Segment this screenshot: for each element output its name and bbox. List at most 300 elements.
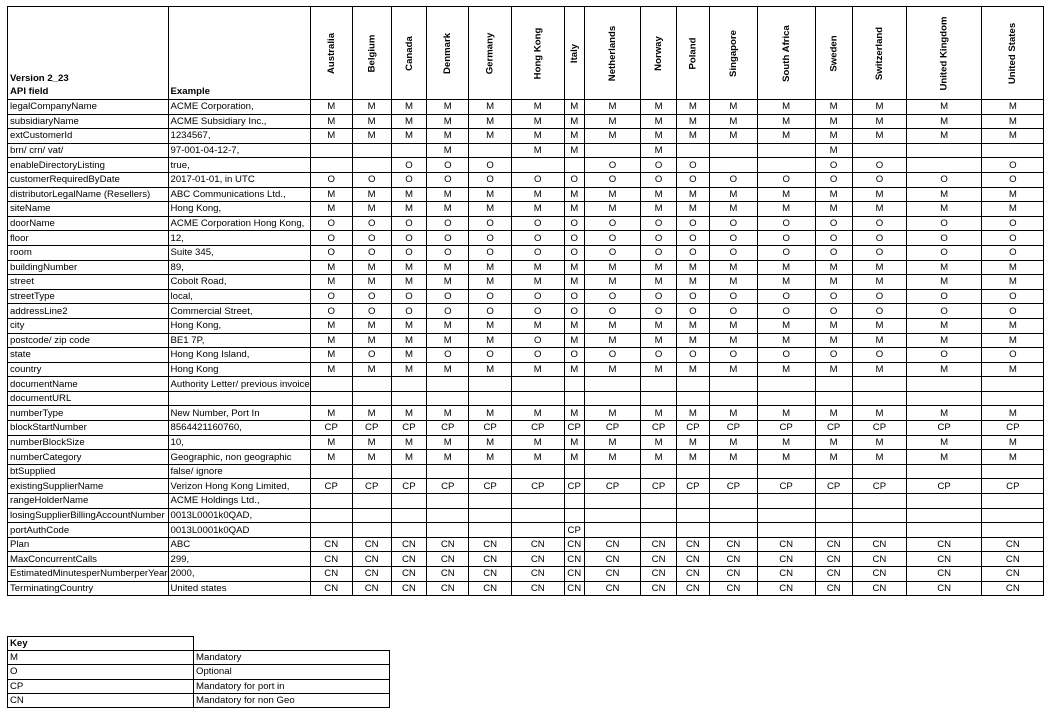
country-header: Netherlands: [607, 25, 619, 81]
requirement-cell: [564, 377, 584, 392]
requirement-cell: [427, 464, 469, 479]
requirement-cell: CN: [352, 537, 391, 552]
requirement-cell: [982, 508, 1044, 523]
requirement-cell: [584, 494, 640, 509]
requirement-cell: [907, 391, 982, 406]
requirement-cell: O: [564, 231, 584, 246]
requirement-cell: M: [352, 450, 391, 465]
api-field-cell: rangeHolderName: [8, 494, 169, 509]
requirement-cell: [564, 158, 584, 173]
requirement-cell: M: [757, 362, 815, 377]
api-field-cell: losingSupplierBillingAccountNumber: [8, 508, 169, 523]
requirement-cell: CN: [641, 581, 677, 596]
requirement-cell: M: [391, 406, 427, 421]
requirement-cell: M: [310, 362, 352, 377]
requirement-cell: [584, 508, 640, 523]
requirement-cell: M: [584, 114, 640, 129]
requirement-cell: M: [907, 362, 982, 377]
requirement-cell: M: [511, 100, 564, 115]
requirement-cell: CP: [757, 479, 815, 494]
requirement-cell: M: [427, 143, 469, 158]
requirement-cell: M: [709, 129, 757, 144]
requirement-cell: O: [641, 304, 677, 319]
requirement-cell: [907, 377, 982, 392]
requirement-cell: M: [352, 129, 391, 144]
requirement-cell: [815, 377, 852, 392]
requirement-cell: O: [757, 172, 815, 187]
key-title-spacer: [194, 637, 390, 651]
api-field-cell: city: [8, 318, 169, 333]
requirement-cell: M: [982, 114, 1044, 129]
requirement-cell: [907, 494, 982, 509]
requirement-cell: O: [641, 231, 677, 246]
requirement-cell: M: [907, 275, 982, 290]
table-row: [8, 421, 1044, 436]
api-field-cell: street: [8, 275, 169, 290]
table-row: [8, 537, 1044, 552]
requirement-cell: M: [982, 450, 1044, 465]
example-cell: 2000,: [168, 567, 310, 582]
api-field-cell: floor: [8, 231, 169, 246]
requirement-cell: M: [310, 260, 352, 275]
table-row: [8, 304, 1044, 319]
api-field-cell: MaxConcurrentCalls: [8, 552, 169, 567]
country-header: Norway: [653, 35, 665, 71]
requirement-cell: CP: [564, 421, 584, 436]
requirement-cell: CP: [676, 479, 709, 494]
requirement-cell: O: [907, 245, 982, 260]
requirement-cell: O: [310, 304, 352, 319]
requirement-cell: M: [757, 275, 815, 290]
requirement-cell: O: [982, 289, 1044, 304]
requirement-cell: M: [310, 435, 352, 450]
api-field-cell: doorName: [8, 216, 169, 231]
country-header: Singapore: [727, 29, 739, 77]
requirement-cell: [676, 494, 709, 509]
requirement-cell: CN: [641, 537, 677, 552]
requirement-cell: M: [709, 260, 757, 275]
table-row: [8, 275, 1044, 290]
requirement-cell: CN: [511, 537, 564, 552]
requirement-cell: CN: [469, 552, 512, 567]
api-field-cell: customerRequiredByDate: [8, 172, 169, 187]
requirement-cell: M: [469, 450, 512, 465]
requirement-cell: M: [584, 318, 640, 333]
requirement-cell: M: [391, 260, 427, 275]
country-header-cell: [511, 7, 564, 100]
requirement-cell: M: [641, 143, 677, 158]
requirement-cell: M: [815, 450, 852, 465]
requirement-cell: [391, 508, 427, 523]
requirement-cell: [757, 143, 815, 158]
requirement-cell: O: [564, 289, 584, 304]
requirement-cell: CP: [709, 479, 757, 494]
requirement-cell: M: [709, 100, 757, 115]
requirement-cell: O: [709, 216, 757, 231]
requirement-cell: M: [676, 406, 709, 421]
api-field-cell: EstimatedMinutesperNumberperYear: [8, 567, 169, 582]
requirement-cell: M: [852, 333, 906, 348]
requirement-cell: O: [907, 216, 982, 231]
requirement-cell: O: [982, 245, 1044, 260]
country-header: Australia: [325, 32, 337, 74]
requirement-cell: M: [511, 318, 564, 333]
requirement-cell: M: [584, 362, 640, 377]
requirement-cell: CN: [757, 537, 815, 552]
requirement-cell: [352, 464, 391, 479]
requirement-cell: O: [391, 245, 427, 260]
requirement-cell: O: [641, 216, 677, 231]
table-row: [8, 202, 1044, 217]
requirement-cell: CP: [469, 479, 512, 494]
requirement-cell: O: [352, 216, 391, 231]
country-header: Sweden: [828, 34, 840, 72]
requirement-cell: O: [815, 245, 852, 260]
key-meaning: Mandatory for non Geo: [194, 693, 390, 707]
requirement-cell: O: [852, 245, 906, 260]
requirement-cell: CN: [907, 567, 982, 582]
requirement-cell: [757, 494, 815, 509]
table-row: [8, 143, 1044, 158]
table-row: [8, 508, 1044, 523]
example-cell: 89,: [168, 260, 310, 275]
requirement-cell: O: [852, 172, 906, 187]
requirement-cell: CN: [852, 537, 906, 552]
table-row: [8, 581, 1044, 596]
requirement-cell: [757, 158, 815, 173]
api-field-header: API field: [10, 86, 49, 97]
requirement-cell: M: [427, 362, 469, 377]
requirement-cell: O: [815, 231, 852, 246]
requirement-cell: [709, 377, 757, 392]
requirement-cell: [641, 523, 677, 538]
requirement-cell: CP: [310, 421, 352, 436]
requirement-cell: M: [676, 435, 709, 450]
requirement-cell: [907, 508, 982, 523]
requirement-cell: CP: [391, 421, 427, 436]
requirement-cell: O: [310, 245, 352, 260]
requirement-cell: CN: [310, 581, 352, 596]
requirement-cell: M: [709, 333, 757, 348]
requirement-cell: CN: [352, 581, 391, 596]
requirement-cell: O: [641, 158, 677, 173]
requirement-cell: O: [469, 289, 512, 304]
requirement-cell: M: [352, 260, 391, 275]
requirement-cell: M: [564, 260, 584, 275]
requirement-cell: [676, 523, 709, 538]
requirement-cell: M: [310, 187, 352, 202]
requirement-cell: [511, 464, 564, 479]
requirement-cell: CP: [852, 421, 906, 436]
requirement-cell: M: [676, 100, 709, 115]
requirement-cell: [584, 377, 640, 392]
api-field-table-body: [8, 7, 1044, 596]
requirement-cell: CN: [584, 537, 640, 552]
key-row: [8, 665, 390, 679]
requirement-cell: M: [852, 260, 906, 275]
requirement-cell: M: [815, 333, 852, 348]
table-row: [8, 129, 1044, 144]
key-meaning: Mandatory: [194, 651, 390, 665]
requirement-cell: M: [676, 202, 709, 217]
requirement-cell: O: [427, 231, 469, 246]
requirement-cell: M: [815, 362, 852, 377]
requirement-cell: M: [852, 362, 906, 377]
requirement-cell: M: [427, 260, 469, 275]
api-field-cell: existingSupplierName: [8, 479, 169, 494]
requirement-cell: M: [757, 318, 815, 333]
country-header: Belgium: [366, 34, 378, 72]
requirement-cell: M: [982, 260, 1044, 275]
requirement-cell: O: [641, 245, 677, 260]
requirement-cell: M: [469, 187, 512, 202]
requirement-cell: CP: [709, 421, 757, 436]
requirement-cell: O: [757, 348, 815, 363]
requirement-cell: M: [676, 362, 709, 377]
requirement-cell: M: [469, 260, 512, 275]
requirement-cell: CP: [564, 523, 584, 538]
requirement-cell: O: [757, 216, 815, 231]
requirement-cell: CP: [584, 421, 640, 436]
requirement-cell: M: [584, 406, 640, 421]
requirement-cell: O: [757, 289, 815, 304]
table-row: [8, 172, 1044, 187]
requirement-cell: M: [907, 114, 982, 129]
requirement-cell: M: [511, 114, 564, 129]
requirement-cell: [641, 464, 677, 479]
requirement-cell: CN: [709, 581, 757, 596]
requirement-cell: M: [757, 202, 815, 217]
requirement-cell: [852, 494, 906, 509]
api-field-cell: siteName: [8, 202, 169, 217]
requirement-cell: [815, 523, 852, 538]
requirement-cell: [584, 391, 640, 406]
requirement-cell: O: [815, 348, 852, 363]
requirement-cell: M: [391, 435, 427, 450]
requirement-cell: O: [584, 304, 640, 319]
requirement-cell: [427, 508, 469, 523]
requirement-cell: M: [427, 318, 469, 333]
requirement-cell: [391, 391, 427, 406]
requirement-cell: M: [469, 275, 512, 290]
country-header-cell: [982, 7, 1044, 100]
requirement-cell: O: [427, 348, 469, 363]
requirement-cell: O: [391, 172, 427, 187]
requirement-cell: M: [641, 129, 677, 144]
key-code: M: [8, 651, 194, 665]
table-row: [8, 552, 1044, 567]
header-example-cell: [168, 7, 310, 100]
requirement-cell: O: [352, 304, 391, 319]
requirement-cell: CP: [427, 479, 469, 494]
table-row: [8, 391, 1044, 406]
requirement-cell: M: [564, 435, 584, 450]
requirement-cell: M: [757, 406, 815, 421]
requirement-cell: O: [815, 289, 852, 304]
requirement-cell: O: [676, 348, 709, 363]
requirement-cell: [641, 377, 677, 392]
requirement-cell: CN: [676, 581, 709, 596]
requirement-cell: M: [709, 435, 757, 450]
requirement-cell: O: [469, 216, 512, 231]
requirement-cell: M: [564, 143, 584, 158]
requirement-cell: [511, 494, 564, 509]
requirement-cell: CN: [427, 537, 469, 552]
requirement-cell: O: [676, 172, 709, 187]
requirement-cell: M: [391, 362, 427, 377]
country-header: Denmark: [442, 32, 454, 74]
requirement-cell: M: [564, 114, 584, 129]
requirement-cell: M: [676, 260, 709, 275]
requirement-cell: O: [676, 289, 709, 304]
requirement-cell: [427, 377, 469, 392]
requirement-cell: [352, 494, 391, 509]
example-cell: 0013L0001k0QAD: [168, 523, 310, 538]
requirement-cell: M: [427, 187, 469, 202]
requirement-cell: [709, 143, 757, 158]
requirement-cell: O: [310, 216, 352, 231]
country-header-cell: [564, 7, 584, 100]
requirement-cell: CP: [391, 479, 427, 494]
example-cell: ACME Subsidiary Inc.,: [168, 114, 310, 129]
requirement-cell: [815, 508, 852, 523]
requirement-cell: CP: [907, 479, 982, 494]
requirement-cell: O: [709, 231, 757, 246]
requirement-cell: O: [852, 216, 906, 231]
requirement-cell: O: [564, 216, 584, 231]
requirement-cell: [352, 158, 391, 173]
requirement-cell: M: [815, 435, 852, 450]
requirement-cell: M: [641, 318, 677, 333]
requirement-cell: M: [641, 100, 677, 115]
requirement-cell: [564, 464, 584, 479]
table-row: [8, 464, 1044, 479]
requirement-cell: O: [427, 216, 469, 231]
requirement-cell: [676, 377, 709, 392]
requirement-cell: [391, 377, 427, 392]
requirement-cell: [815, 391, 852, 406]
example-cell: Commercial Street,: [168, 304, 310, 319]
country-header: United Kingdom: [938, 15, 950, 91]
key-table-body: [8, 637, 390, 708]
requirement-cell: O: [511, 216, 564, 231]
requirement-cell: M: [641, 333, 677, 348]
requirement-cell: M: [852, 275, 906, 290]
requirement-cell: M: [907, 129, 982, 144]
requirement-cell: O: [511, 172, 564, 187]
requirement-cell: M: [709, 406, 757, 421]
requirement-cell: M: [584, 100, 640, 115]
requirement-cell: [310, 143, 352, 158]
requirement-cell: [391, 143, 427, 158]
requirement-cell: [852, 391, 906, 406]
example-header: Example: [170, 86, 210, 97]
api-field-cell: extCustomerId: [8, 129, 169, 144]
requirement-cell: M: [676, 318, 709, 333]
example-cell: ACME Holdings Ltd.,: [168, 494, 310, 509]
requirement-cell: M: [352, 362, 391, 377]
requirement-cell: O: [757, 245, 815, 260]
requirement-cell: M: [982, 406, 1044, 421]
requirement-cell: CN: [469, 537, 512, 552]
example-cell: Hong Kong Island,: [168, 348, 310, 363]
requirement-cell: CP: [511, 479, 564, 494]
requirement-cell: [469, 391, 512, 406]
api-field-cell: postcode/ zip code: [8, 333, 169, 348]
example-cell: 2017-01-01, in UTC: [168, 172, 310, 187]
requirement-cell: CN: [511, 567, 564, 582]
requirement-cell: CN: [584, 567, 640, 582]
requirement-cell: O: [511, 245, 564, 260]
requirement-cell: CN: [982, 581, 1044, 596]
requirement-cell: [469, 143, 512, 158]
requirement-cell: M: [641, 260, 677, 275]
requirement-cell: [310, 523, 352, 538]
requirement-cell: [310, 464, 352, 479]
requirement-cell: O: [469, 158, 512, 173]
requirement-cell: CN: [641, 552, 677, 567]
api-field-cell: btSupplied: [8, 464, 169, 479]
requirement-cell: CN: [310, 567, 352, 582]
requirement-cell: O: [352, 231, 391, 246]
requirement-cell: M: [982, 129, 1044, 144]
example-cell: 1234567,: [168, 129, 310, 144]
requirement-cell: CP: [641, 421, 677, 436]
api-field-cell: subsidiaryName: [8, 114, 169, 129]
requirement-cell: M: [427, 406, 469, 421]
example-cell: [168, 391, 310, 406]
requirement-cell: O: [641, 172, 677, 187]
country-header-cell: [641, 7, 677, 100]
requirement-cell: [584, 143, 640, 158]
requirement-cell: M: [852, 100, 906, 115]
api-field-cell: brn/ crn/ vat/: [8, 143, 169, 158]
requirement-cell: O: [584, 348, 640, 363]
requirement-cell: CP: [676, 421, 709, 436]
requirement-cell: O: [907, 289, 982, 304]
header-api-field-cell: [8, 7, 169, 100]
requirement-cell: CN: [391, 537, 427, 552]
key-title: Key: [8, 637, 194, 651]
table-row: [8, 245, 1044, 260]
requirement-cell: O: [511, 231, 564, 246]
requirement-cell: O: [852, 289, 906, 304]
requirement-cell: O: [641, 289, 677, 304]
requirement-cell: CN: [709, 567, 757, 582]
requirement-cell: O: [511, 289, 564, 304]
requirement-cell: O: [352, 172, 391, 187]
country-header: Germany: [484, 32, 496, 74]
requirement-cell: [564, 494, 584, 509]
table-row: [8, 348, 1044, 363]
requirement-cell: O: [469, 304, 512, 319]
table-row: [8, 377, 1044, 392]
requirement-cell: M: [815, 187, 852, 202]
requirement-cell: CP: [352, 421, 391, 436]
requirement-cell: M: [907, 450, 982, 465]
requirement-cell: M: [391, 129, 427, 144]
requirement-cell: O: [427, 172, 469, 187]
requirement-cell: O: [641, 348, 677, 363]
requirement-cell: M: [907, 333, 982, 348]
example-cell: false/ ignore: [168, 464, 310, 479]
requirement-cell: CN: [757, 581, 815, 596]
requirement-cell: M: [391, 348, 427, 363]
requirement-cell: M: [427, 435, 469, 450]
requirement-cell: M: [584, 187, 640, 202]
requirement-cell: O: [982, 216, 1044, 231]
requirement-cell: M: [310, 406, 352, 421]
